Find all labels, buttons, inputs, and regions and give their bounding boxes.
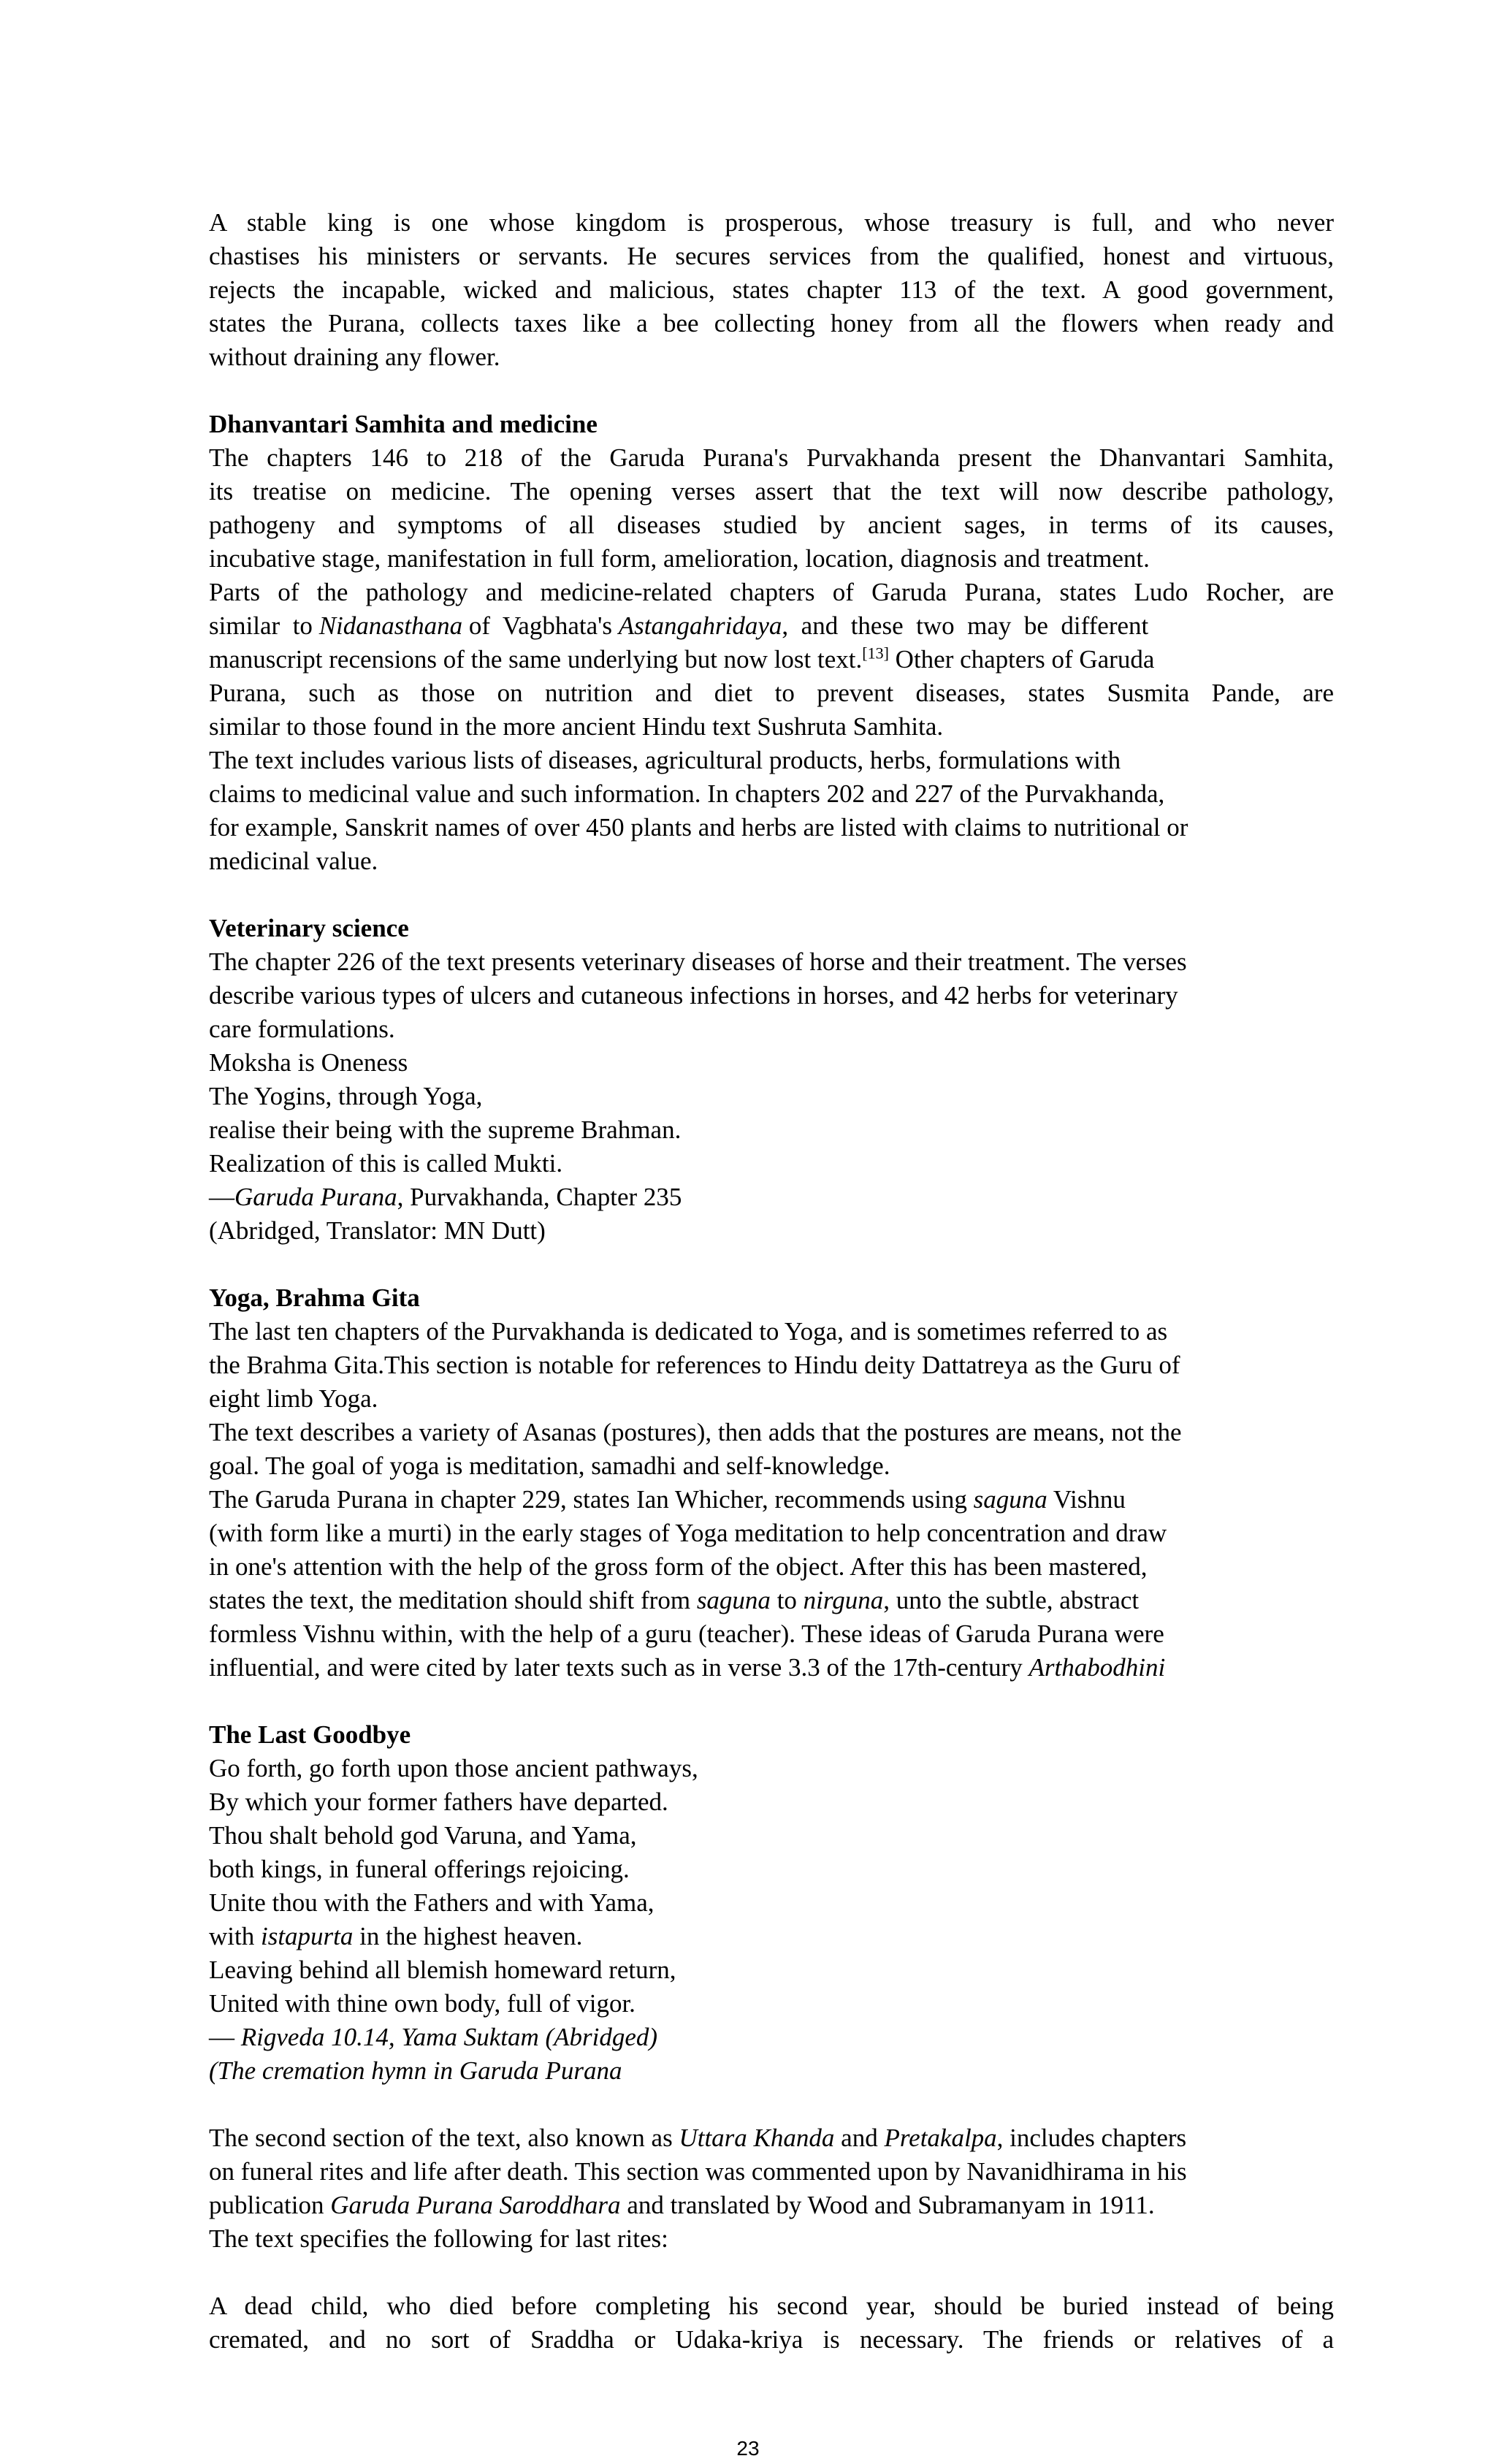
text-run: publication <box>209 2191 331 2219</box>
italic-title-arthabodhini: Arthabodhini <box>1028 1653 1166 1682</box>
hymn-line: Thou shalt behold god Varuna, and Yama, <box>209 1821 637 1850</box>
italic-term-nirguna: nirguna <box>803 1586 884 1614</box>
yoga-line: the Brahma Gita.This section is notable for references to Hindu deity Dattatreya as the Guru of <box>209 1351 1180 1379</box>
second-section-line <box>209 2189 1334 2222</box>
hymn-line: By which your former fathers have departed. <box>209 1788 668 1816</box>
yoga-line: The last ten chapters of the Purvakhanda is dedicated to Yoga, and is sometimes referred to as <box>209 1317 1168 1346</box>
italic-term-saguna: saguna <box>696 1586 771 1614</box>
text-run: and translated by Wood and Subramanyam in 1911. <box>620 2191 1155 2219</box>
dhanvantari-line: The text includes various lists of diseases, agricultural products, herbs, formulations with <box>209 746 1121 774</box>
text-run: , Purvakhanda, Chapter 235 <box>397 1183 682 1211</box>
section-heading-veterinary: Veterinary science <box>209 914 409 942</box>
yoga-line: formless Vishnu within, with the help of a guru (teacher). These ideas of Garuda Purana were <box>209 1620 1164 1648</box>
italic-term-istapurta: istapurta <box>260 1922 354 1950</box>
yoga-line <box>209 1584 1334 1617</box>
text-run: Vishnu <box>1047 1485 1126 1514</box>
dhanvantari-line: for example, Sanskrit names of over 450 plants and herbs are listed with claims to nutritional or <box>209 813 1188 842</box>
page-body <box>209 206 1334 2357</box>
dhanvantari-line: claims to medicinal value and such information. In chapters 202 and 227 of the Purvakhanda, <box>209 779 1165 808</box>
italic-title-nidanasthana: Nidanasthana <box>318 611 463 640</box>
text-run: influential, and were cited by later texts such as in verse 3.3 of the 17th-century <box>209 1653 1029 1682</box>
hymn-line: United with thine own body, full of vigor. <box>209 1989 636 2018</box>
quote-line: Realization of this is called Mukti. <box>209 1149 563 1178</box>
dhanvantari-line: The chapters 146 to 218 of the Garuda Purana's Purvakhanda present the Dhanvantari Samhita, <box>209 443 1334 472</box>
section-heading-yoga: Yoga, Brahma Gita <box>209 1284 420 1312</box>
king-paragraph-line: rejects the incapable, wicked and malicious, states chapter 113 of the text. A good government, <box>209 275 1334 304</box>
quote-line: The Yogins, through Yoga, <box>209 1082 483 1110</box>
yoga-line: goal. The goal of yoga is meditation, samadhi and self-knowledge. <box>209 1452 890 1480</box>
second-section-line: The text specifies the following for last rites: <box>209 2224 668 2253</box>
text-run: states the text, the meditation should shift from <box>209 1586 697 1614</box>
text-run: to <box>770 1586 804 1614</box>
text-run: — <box>209 2023 241 2051</box>
hymn-line: Go forth, go forth upon those ancient pathways, <box>209 1754 698 1782</box>
italic-term-saguna: saguna <box>973 1485 1047 1514</box>
second-section-line <box>209 2121 1334 2155</box>
dhanvantari-line <box>209 643 1334 676</box>
quote-attribution <box>209 1180 1334 1214</box>
dhanvantari-line: incubative stage, manifestation in full form, amelioration, location, diagnosis and treatment. <box>209 544 1150 573</box>
section-heading-last-goodbye: The Last Goodbye <box>209 1720 411 1749</box>
yoga-line <box>209 1651 1334 1685</box>
hymn-attribution: (The cremation hymn in Garuda Purana <box>209 2056 622 2085</box>
text-run: , includes chapters <box>996 2124 1187 2152</box>
king-paragraph-line: chastises his ministers or servants. He secures services from the qualified, honest and virtuous, <box>209 242 1334 270</box>
text-run: The Garuda Purana in chapter 229, states Ian Whicher, recommends using <box>209 1485 974 1514</box>
text-run: — <box>209 1183 234 1211</box>
dhanvantari-line: its treatise on medicine. The opening verses assert that the text will now describe pathology, <box>209 477 1334 506</box>
italic-title-uttara-khanda: Uttara Khanda <box>679 2124 835 2152</box>
dhanvantari-line: pathogeny and symptoms of all diseases studied by ancient sages, in terms of its causes, <box>209 511 1334 539</box>
yoga-line: The text describes a variety of Asanas (postures), then adds that the postures are means, not the <box>209 1418 1182 1446</box>
dead-child-line: A dead child, who died before completing his second year, should be buried instead of being <box>209 2292 1334 2320</box>
text-run: Other chapters of Garuda <box>888 645 1155 674</box>
quote-line: Moksha is Oneness <box>209 1048 408 1077</box>
italic-title-saroddhara: Garuda Purana Saroddhara <box>330 2191 621 2219</box>
veterinary-line: care formulations. <box>209 1015 395 1043</box>
yoga-line: eight limb Yoga. <box>209 1384 378 1413</box>
hymn-line: Leaving behind all blemish homeward return, <box>209 1956 676 1984</box>
yoga-line <box>209 1483 1334 1517</box>
king-paragraph-line: states the Purana, collects taxes like a bee collecting honey from all the flowers when ready and <box>209 309 1334 337</box>
king-paragraph-line: A stable king is one whose kingdom is prosperous, whose treasury is full, and who never <box>209 208 1334 237</box>
text-run: similar to <box>209 611 319 640</box>
dead-child-line: cremated, and no sort of Sraddha or Udaka-kriya is necessary. The friends or relatives of a <box>209 2325 1334 2354</box>
text-run: manuscript recensions of the same underlying but now lost text. <box>209 645 863 674</box>
section-heading-dhanvantari: Dhanvantari Samhita and medicine <box>209 410 598 438</box>
yoga-line: in one's attention with the help of the gross form of the object. After this has been mastered, <box>209 1552 1148 1581</box>
page-number: 23 <box>736 2437 760 2460</box>
text-run: and <box>834 2124 885 2152</box>
italic-source-rigveda: Rigveda 10.14, Yama Suktam (Abridged) <box>240 2023 658 2051</box>
dhanvantari-line: Parts of the pathology and medicine-related chapters of Garuda Purana, states Ludo Rocher, are <box>209 578 1334 606</box>
hymn-line <box>209 1920 1334 1953</box>
hymn-attribution <box>209 2021 1334 2054</box>
hymn-line: both kings, in funeral offerings rejoicing. <box>209 1855 630 1883</box>
dhanvantari-line: Purana, such as those on nutrition and diet to prevent diseases, states Susmita Pande, are <box>209 679 1334 707</box>
dhanvantari-line: medicinal value. <box>209 847 378 875</box>
text-run: , unto the subtle, abstract <box>883 1586 1140 1614</box>
hymn-line: Unite thou with the Fathers and with Yama, <box>209 1888 654 1917</box>
italic-title-astangahridaya: Astangahridaya <box>618 611 782 640</box>
italic-title-garuda-purana: Garuda Purana <box>234 1183 397 1211</box>
dhanvantari-line: similar to those found in the more ancient Hindu text Sushruta Samhita. <box>209 712 944 741</box>
text-run: with <box>209 1922 261 1950</box>
quote-line: realise their being with the supreme Brahman. <box>209 1115 682 1144</box>
text-run: in the highest heaven. <box>353 1922 583 1950</box>
citation-link[interactable]: [13] <box>862 644 889 663</box>
veterinary-line: The chapter 226 of the text presents veterinary diseases of horse and their treatment. The verses <box>209 947 1187 976</box>
second-section-line: on funeral rites and life after death. This section was commented upon by Navanidhirama in his <box>209 2157 1187 2186</box>
text-run: , and these two may be different <box>782 611 1149 640</box>
text-run: of Vagbhata's <box>462 611 619 640</box>
text-run: The second section of the text, also known as <box>209 2124 679 2152</box>
yoga-line: (with form like a murti) in the early stages of Yoga meditation to help concentration and draw <box>209 1519 1167 1547</box>
king-paragraph-line: without draining any flower. <box>209 343 500 371</box>
quote-attribution: (Abridged, Translator: MN Dutt) <box>209 1216 546 1245</box>
veterinary-line: describe various types of ulcers and cutaneous infections in horses, and 42 herbs for veterinary <box>209 981 1178 1010</box>
dhanvantari-line <box>209 609 1334 643</box>
italic-title-pretakalpa: Pretakalpa <box>884 2124 997 2152</box>
